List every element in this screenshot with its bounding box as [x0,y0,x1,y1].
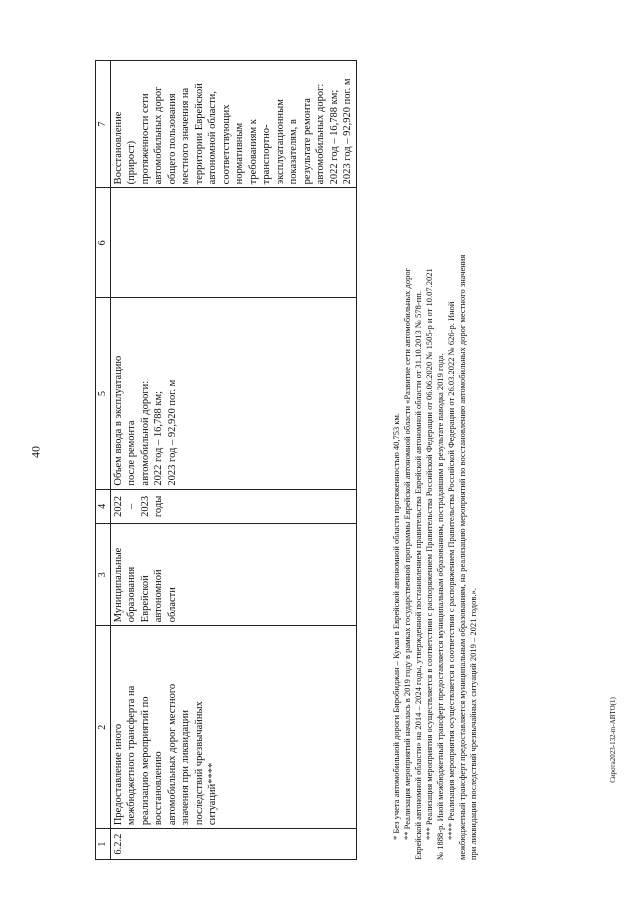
landscape-page-content [95,60,525,860]
header-cell-6: 6 [96,188,111,298]
document-id: Сирота2023-132-m-ABTO(1) [609,697,617,783]
measure-name: Предоставление иного межбюджетного трансферта на реализацию мероприятий по восстановлению автомобильных дорог местного значения при ликвидации последствий чрезвычайных ситуаций**** [110,626,356,829]
table-row [110,61,356,860]
executor: Муниципальные образования Еврейской автономной области [110,524,356,626]
indicator: Объем ввода в эксплуатацию после ремонта автомобильной дороги: 2022 год – 16,788 км; 2023 год – 92,920 пог. м [110,298,356,489]
page-number: 40 [28,446,43,458]
footnote-3: *** Реализация мероприятия осуществляется в соответствии с распоряжением Правительства Российской Федерации от 06.06.2020 № 1505-р и от 10.07.2021 № 1888-р. Иной межбюджетный трансферт предоставляется муниципальным образованиям, пострадавшим в результате паводка 2019 года. [424,268,445,860]
measures-table [95,60,357,860]
footnote-2: ** Реализация мероприятий началась в 2019 году в рамках государственной программы Еврейской автономной области «Развитие сети автомобильных дорог Еврейской автономной области» на 2014 – 2024 годы, утвержденной постановлением правительства Еврейской автономной области от 31.10.2013 № 578-пп. [402,267,423,860]
header-cell-2: 2 [96,626,111,829]
row-number: 6.2.2 [110,829,356,860]
footnote-4: **** Реализация мероприятия осуществляется в соответствии с распоряжением Правительства Российской Федерации от 26.03.2022 № 626-р. Иной межбюджетный трансферт предоставляется муниципальным образованиям, на реализацию мероприятий по восстановлению автомобильных дорог местного значения при ликвидации последствий чрезвычайных ситуаций 2019 – 2021 годов.». [446,254,478,860]
header-cell-7: 7 [96,61,111,188]
header-cell-5: 5 [96,298,111,489]
footnotes [391,60,479,860]
footnote-1: * Без учета автомобильной дороги Биробиджан – Кукан в Еврейской автономной области протяженностью 40,753 км. [391,412,401,840]
table-header-row [96,61,111,860]
header-cell-3: 3 [96,524,111,626]
column-6-cell [110,188,356,298]
header-cell-1: 1 [96,829,111,860]
header-cell-4: 4 [96,489,111,524]
expected-result: Восстановление (прирост) протяженности сети автомобильных дорог общего пользования местного значения на территории Еврейской автономной области, соответствующих нормативным требованиям к транспортно- эксплуатационным показателям, в результате ремонта автомобильных дорог: 2022 год – 16,788 км; 2023 год – 92,920 пог. м [110,61,356,188]
period: 2022 – 2023 годы [110,489,356,524]
